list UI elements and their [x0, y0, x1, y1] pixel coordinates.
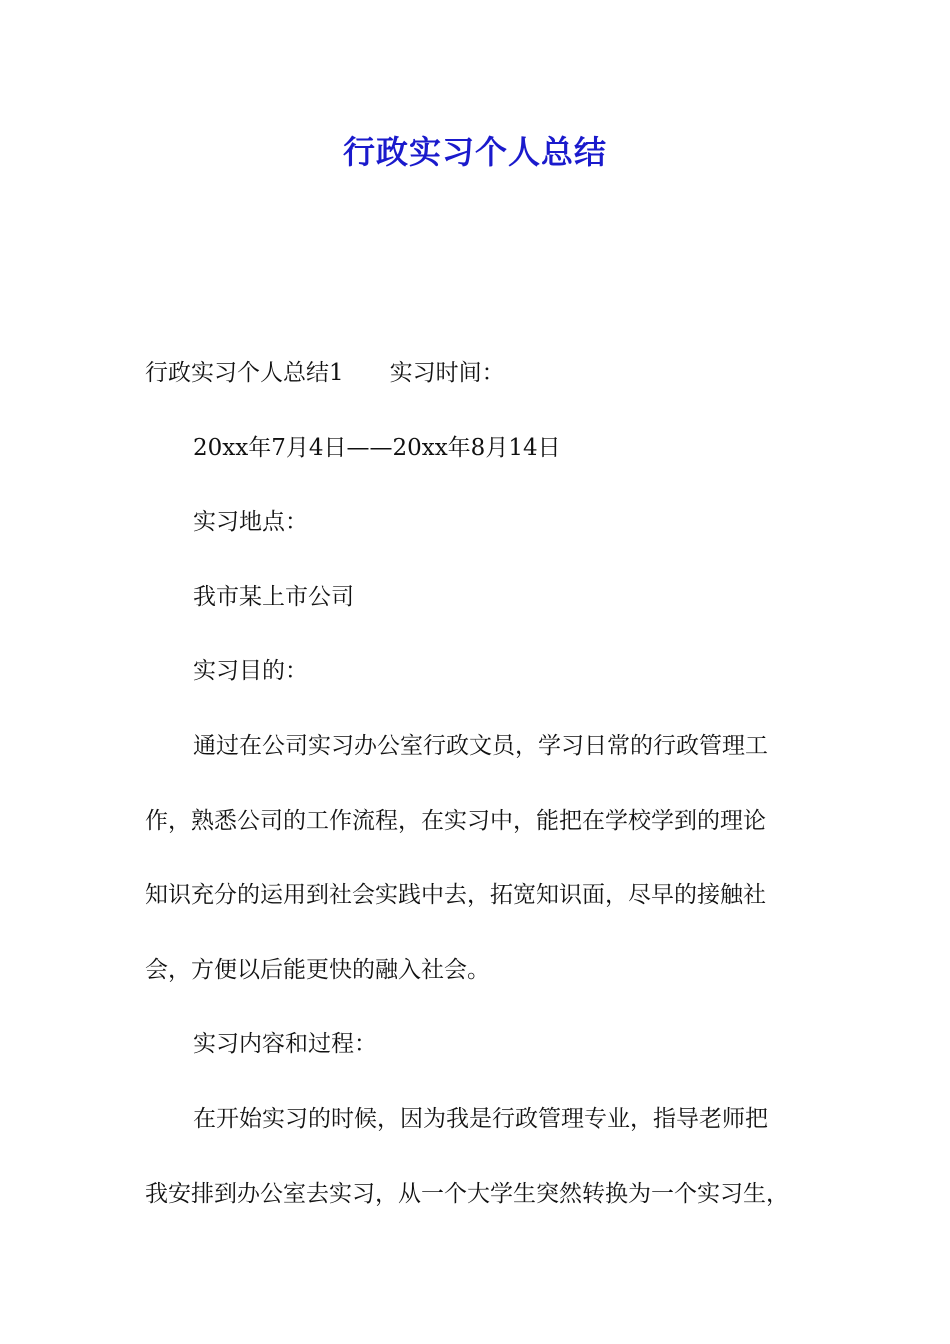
paragraph-line: 知识充分的运用到社会实践中去，拓宽知识面，尽早的接触社	[145, 882, 766, 909]
paragraph-line: 通过在公司实习办公室行政文员，学习日常的行政管理工	[193, 732, 768, 759]
place-value: 我市某上市公司	[193, 583, 354, 610]
paragraph-line: 作，熟悉公司的工作流程，在实习中，能把在学校学到的理论	[145, 807, 766, 834]
paragraph-line: 我安排到办公室去实习，从一个大学生突然转换为一个实习生，	[145, 1180, 789, 1207]
purpose-label: 实习目的：	[193, 658, 308, 685]
place-label: 实习地点：	[193, 509, 308, 536]
content-label: 实习内容和过程：	[193, 1031, 377, 1058]
document-title: 行政实习个人总结	[342, 133, 607, 171]
document-body	[145, 336, 825, 1231]
paragraph-line: 会，方便以后能更快的融入社会。	[145, 956, 490, 983]
section-heading: 行政实习个人总结1	[145, 360, 344, 386]
paragraph-line: 在开始实习的时候，因为我是行政管理专业，指导老师把	[193, 1105, 768, 1132]
time-value: 20xx年7月4日——20xx年8月14日	[193, 434, 561, 461]
heading-line	[145, 336, 825, 411]
time-label: 实习时间：	[389, 360, 505, 386]
